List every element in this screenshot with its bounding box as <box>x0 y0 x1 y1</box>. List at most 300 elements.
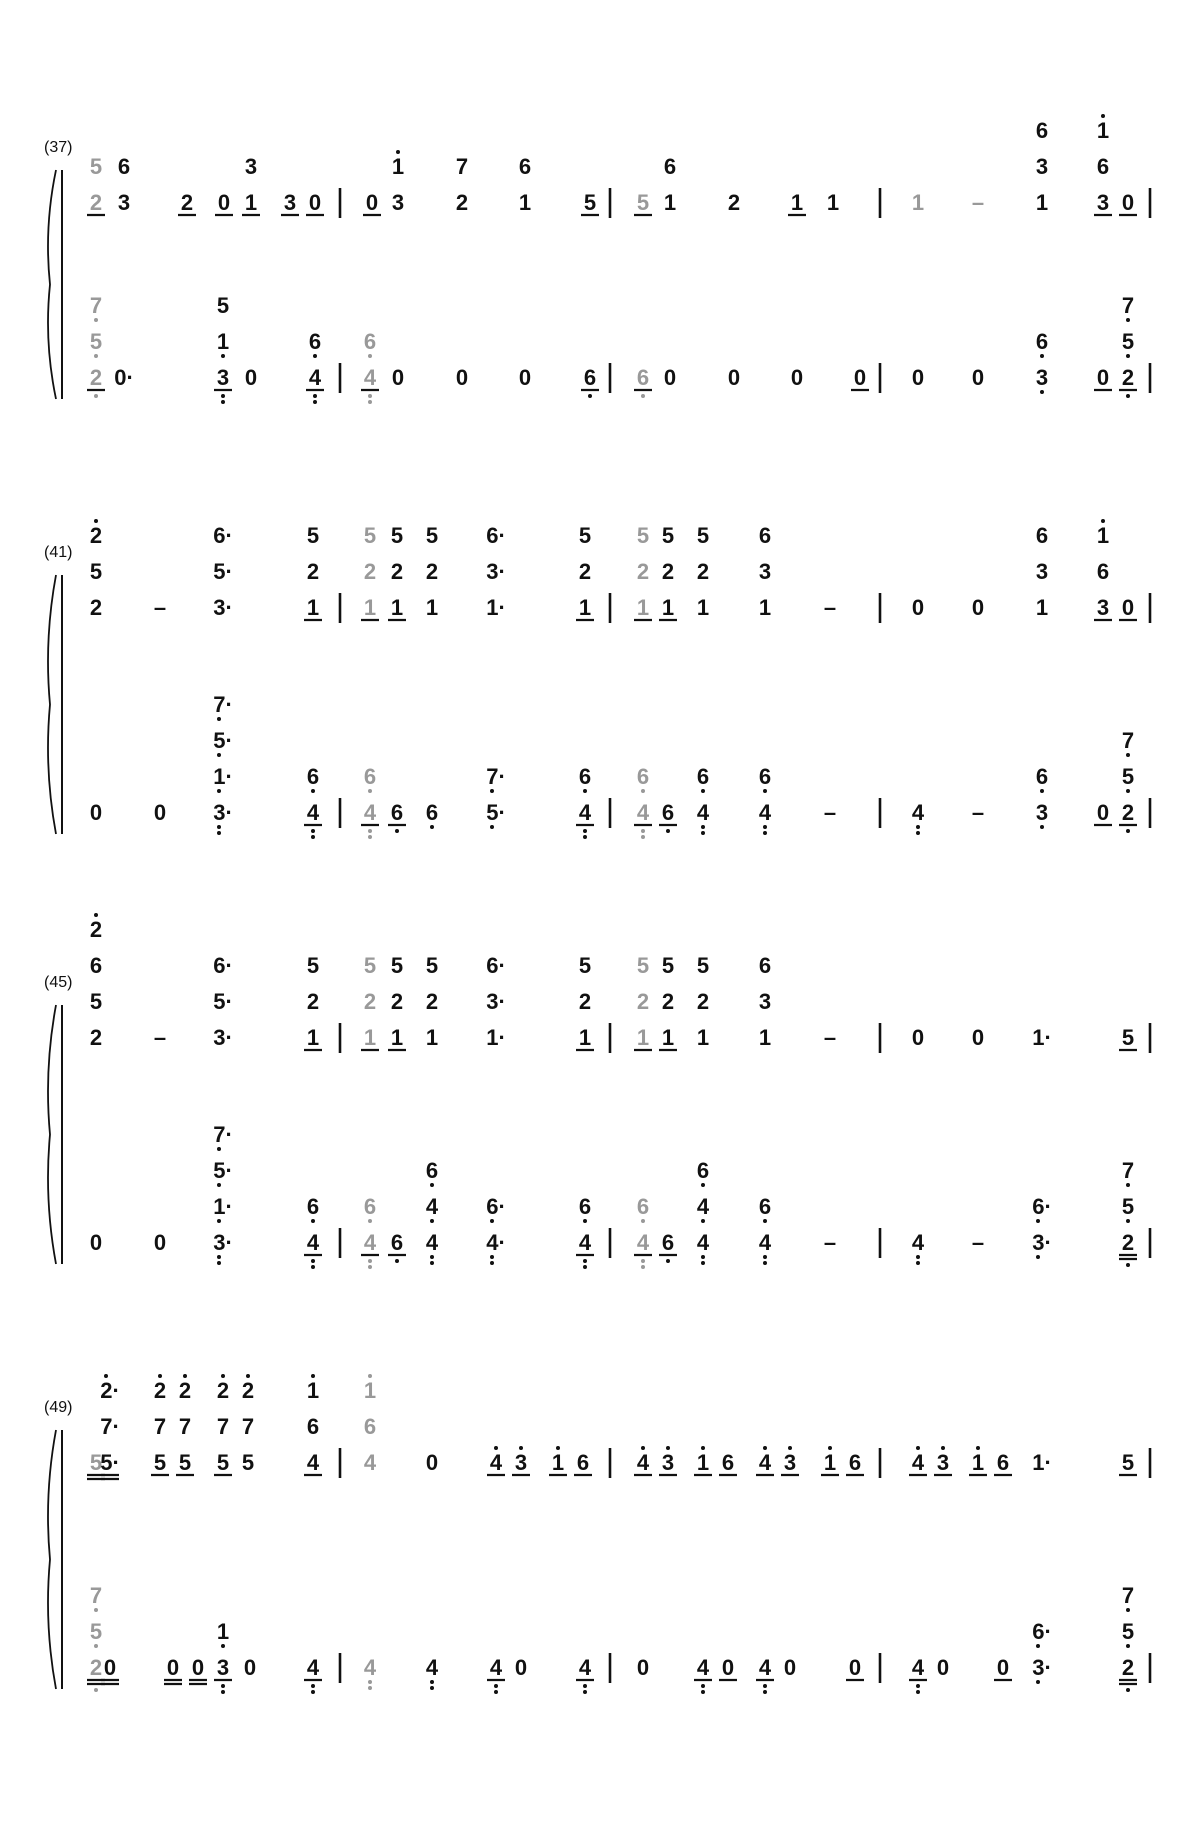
upper-staff-note: 5 <box>178 1450 192 1475</box>
lower-staff-note: 4 <box>911 1655 925 1680</box>
octave-dot-below <box>430 1686 434 1690</box>
upper-staff-note: 6 <box>758 953 772 978</box>
lower-staff-note: 0 <box>936 1655 950 1680</box>
octave-dot-below <box>1040 390 1044 394</box>
octave-dot-below <box>583 1265 587 1269</box>
octave-dot-below <box>490 789 494 793</box>
upper-staff-note: 5· <box>213 559 233 584</box>
upper-staff-note: 1 <box>306 595 320 620</box>
upper-staff-note: 6· <box>213 523 233 548</box>
upper-staff-note: 2 <box>425 989 439 1014</box>
lower-staff-note: 5 <box>89 329 103 354</box>
lower-staff-note: 6 <box>583 365 597 390</box>
upper-staff-note: 5 <box>661 953 675 978</box>
lower-staff-note: – <box>971 1230 985 1255</box>
octave-dot-below <box>311 1265 315 1269</box>
octave-dot-below <box>490 825 494 829</box>
lower-staff-note: 7 <box>1121 1583 1135 1608</box>
octave-dot-below <box>916 825 920 829</box>
upper-staff-note: 6 <box>996 1450 1010 1475</box>
upper-staff-note: 5· <box>100 1450 120 1475</box>
octave-dot-below <box>1126 789 1130 793</box>
octave-dot-below <box>701 1219 705 1223</box>
octave-dot-below <box>217 825 221 829</box>
upper-staff-note: 2 <box>89 1025 103 1050</box>
lower-staff-note: 6 <box>425 800 439 825</box>
lower-staff-note: 6 <box>578 1194 592 1219</box>
octave-dot-below <box>763 1690 767 1694</box>
octave-dot-above <box>1101 114 1105 118</box>
octave-dot-below <box>1126 394 1130 398</box>
upper-staff-note: 2 <box>390 559 404 584</box>
lower-staff-note: 1 <box>216 1619 230 1644</box>
upper-staff-note: 1 <box>696 1025 710 1050</box>
upper-staff-note: 0 <box>425 1450 439 1475</box>
upper-staff-note: 2 <box>241 1378 255 1403</box>
upper-staff-note: 1 <box>1035 190 1049 215</box>
lower-staff-note: 6 <box>308 329 322 354</box>
lower-staff-note: 3 <box>1035 800 1049 825</box>
octave-dot-below <box>641 394 645 398</box>
lower-staff-note: 7 <box>1121 728 1135 753</box>
upper-staff-note: 1 <box>823 1450 837 1475</box>
lower-staff-note: 0 <box>191 1655 205 1680</box>
lower-staff-note: 6 <box>306 1194 320 1219</box>
octave-dot-below <box>217 1219 221 1223</box>
lower-staff-note: 4 <box>911 800 925 825</box>
upper-staff-note: 1 <box>244 190 258 215</box>
octave-dot-below <box>916 1261 920 1265</box>
lower-staff-note: 4 <box>758 1655 772 1680</box>
upper-staff-note: 1 <box>391 154 405 179</box>
upper-staff-note: 6 <box>1096 154 1110 179</box>
lower-staff-note: 4 <box>308 365 322 390</box>
score-system <box>44 519 1150 839</box>
octave-dot-below <box>221 1644 225 1648</box>
upper-staff-note: 6 <box>1035 523 1049 548</box>
octave-dot-above <box>183 1374 187 1378</box>
upper-staff-note: 5 <box>636 523 650 548</box>
lower-staff-note: 0 <box>663 365 677 390</box>
upper-staff-note: 1 <box>390 1025 404 1050</box>
upper-staff-note: 1 <box>390 595 404 620</box>
octave-dot-below <box>1036 1644 1040 1648</box>
upper-staff-note: 1 <box>661 595 675 620</box>
upper-staff-note: 1 <box>363 1025 377 1050</box>
octave-dot-below <box>311 835 315 839</box>
upper-staff-note: 2 <box>636 559 650 584</box>
lower-staff-note: 4 <box>696 1230 710 1255</box>
lower-staff-note: 4· <box>486 1230 506 1255</box>
octave-dot-below <box>430 1219 434 1223</box>
score-systems <box>44 114 1150 1694</box>
upper-staff-note: 2 <box>216 1378 230 1403</box>
upper-staff-note: 5 <box>636 190 650 215</box>
lower-staff-note: 0 <box>790 365 804 390</box>
lower-staff-note: 6 <box>1035 329 1049 354</box>
lower-staff-note: 0· <box>114 365 134 390</box>
upper-staff-note: 1 <box>911 190 925 215</box>
lower-staff-note: 0 <box>911 365 925 390</box>
upper-staff-note: 6 <box>721 1450 735 1475</box>
upper-staff-note: 6 <box>518 154 532 179</box>
lower-staff-note: 2 <box>89 365 103 390</box>
lower-staff-note: 4 <box>696 1655 710 1680</box>
lower-staff-note: 0 <box>848 1655 862 1680</box>
lower-staff-note: 4 <box>636 1230 650 1255</box>
upper-staff-note: 3· <box>213 1025 233 1050</box>
upper-staff-note: 1 <box>363 595 377 620</box>
upper-staff-note: 1 <box>758 595 772 620</box>
upper-staff-note: 3· <box>486 559 506 584</box>
octave-dot-below <box>763 1261 767 1265</box>
upper-staff-note: 0 <box>911 1025 925 1050</box>
score-system <box>44 913 1150 1269</box>
upper-staff-note: 4 <box>911 1450 925 1475</box>
upper-staff-note: 2 <box>363 989 377 1014</box>
upper-staff-note: 4 <box>306 1450 320 1475</box>
lower-staff-note: 2 <box>89 1655 103 1680</box>
upper-staff-note: 0 <box>971 595 985 620</box>
octave-dot-below <box>217 789 221 793</box>
upper-staff-note: – <box>971 190 985 215</box>
octave-dot-below <box>368 1680 372 1684</box>
octave-dot-below <box>701 1684 705 1688</box>
octave-dot-below <box>490 1255 494 1259</box>
lower-staff-note: 5 <box>1121 329 1135 354</box>
upper-staff-note: 4 <box>636 1450 650 1475</box>
octave-dot-below <box>583 1684 587 1688</box>
upper-staff-note: 1 <box>758 1025 772 1050</box>
octave-dot-below <box>221 354 225 358</box>
upper-staff-note: 5 <box>241 1450 255 1475</box>
lower-staff-note: 5 <box>1121 764 1135 789</box>
octave-dot-below <box>217 717 221 721</box>
lower-staff-note: 6 <box>363 764 377 789</box>
lower-staff-note: 5· <box>213 728 233 753</box>
lower-staff-note: 0 <box>153 800 167 825</box>
lower-staff-note: 6 <box>636 764 650 789</box>
octave-dot-below <box>430 1183 434 1187</box>
octave-dot-above <box>763 1446 767 1450</box>
upper-staff-note: 3 <box>1035 559 1049 584</box>
lower-staff-note: 6· <box>486 1194 506 1219</box>
lower-staff-note: 3· <box>213 1230 233 1255</box>
upper-staff-note: 5 <box>216 1450 230 1475</box>
upper-staff-note: 3 <box>514 1450 528 1475</box>
upper-staff-note: 5 <box>1121 1025 1135 1050</box>
upper-staff-note: 6 <box>848 1450 862 1475</box>
octave-dot-below <box>916 1684 920 1688</box>
lower-staff-note: 3· <box>1032 1655 1052 1680</box>
upper-staff-note: 2 <box>661 989 675 1014</box>
upper-staff-note: 6· <box>486 523 506 548</box>
octave-dot-below <box>1036 1219 1040 1223</box>
octave-dot-below <box>763 789 767 793</box>
score-system <box>44 1374 1150 1694</box>
octave-dot-below <box>430 825 434 829</box>
upper-staff-note: 3 <box>283 190 297 215</box>
upper-staff-note: 5 <box>661 523 675 548</box>
upper-staff-note: 1 <box>425 595 439 620</box>
lower-staff-note: 0 <box>727 365 741 390</box>
lower-staff-note: 3 <box>216 365 230 390</box>
upper-staff-note: 3· <box>213 595 233 620</box>
octave-dot-below <box>666 829 670 833</box>
octave-dot-below <box>217 1255 221 1259</box>
lower-staff-note: 7· <box>213 1122 233 1147</box>
upper-staff-note: 4 <box>363 1450 377 1475</box>
lower-staff-note: 7· <box>486 764 506 789</box>
upper-staff-note: 1 <box>636 595 650 620</box>
lower-staff-note: 0 <box>103 1655 117 1680</box>
octave-dot-below <box>916 831 920 835</box>
upper-staff-note: 7 <box>178 1414 192 1439</box>
upper-staff-note: – <box>153 1025 167 1050</box>
octave-dot-below <box>221 400 225 404</box>
octave-dot-below <box>1126 318 1130 322</box>
octave-dot-below <box>583 1690 587 1694</box>
upper-staff-note: 0 <box>971 1025 985 1050</box>
lower-staff-note: 6 <box>578 764 592 789</box>
octave-dot-below <box>217 831 221 835</box>
lower-staff-note: 0 <box>166 1655 180 1680</box>
lower-staff-note: 0 <box>89 800 103 825</box>
upper-staff-note: 5 <box>696 953 710 978</box>
lower-staff-note: 6 <box>306 764 320 789</box>
lower-staff-note: 2 <box>1121 800 1135 825</box>
upper-staff-note: 1· <box>486 595 506 620</box>
upper-staff-note: 1 <box>363 1378 377 1403</box>
upper-staff-note: 6 <box>363 1414 377 1439</box>
octave-dot-below <box>583 1219 587 1223</box>
octave-dot-above <box>916 1446 920 1450</box>
octave-dot-above <box>941 1446 945 1450</box>
octave-dot-below <box>1040 789 1044 793</box>
upper-staff-note: 2 <box>578 989 592 1014</box>
lower-staff-note: 2 <box>1121 1655 1135 1680</box>
lower-staff-note: 4 <box>696 1194 710 1219</box>
lower-staff-note: 0 <box>514 1655 528 1680</box>
upper-staff-note: 2 <box>455 190 469 215</box>
lower-staff-note: 4 <box>578 1230 592 1255</box>
lower-staff-note: 0 <box>391 365 405 390</box>
upper-staff-note: 6 <box>1035 118 1049 143</box>
measure-number: (45) <box>44 974 73 991</box>
octave-dot-above <box>494 1446 498 1450</box>
upper-staff-note: 6· <box>486 953 506 978</box>
lower-staff-note: 4 <box>363 1655 377 1680</box>
octave-dot-below <box>430 1261 434 1265</box>
lower-staff-note: 0 <box>518 365 532 390</box>
lower-staff-note: 6 <box>636 1194 650 1219</box>
octave-dot-below <box>430 1255 434 1259</box>
lower-staff-note: 4 <box>363 800 377 825</box>
lower-staff-note: 6· <box>1032 1194 1052 1219</box>
lower-staff-note: 6 <box>390 800 404 825</box>
octave-dot-below <box>583 789 587 793</box>
upper-staff-note: 2 <box>178 1378 192 1403</box>
octave-dot-below <box>490 1261 494 1265</box>
octave-dot-below <box>1126 753 1130 757</box>
octave-dot-below <box>494 1690 498 1694</box>
upper-staff-note: 5 <box>89 154 103 179</box>
lower-staff-note: 6 <box>636 365 650 390</box>
octave-dot-below <box>311 829 315 833</box>
upper-staff-note: 2 <box>153 1378 167 1403</box>
octave-dot-above <box>158 1374 162 1378</box>
upper-staff-note: 3 <box>661 1450 675 1475</box>
upper-staff-note: 1 <box>696 595 710 620</box>
lower-staff-note: – <box>823 800 837 825</box>
upper-staff-note: 5 <box>583 190 597 215</box>
octave-dot-below <box>916 1690 920 1694</box>
octave-dot-above <box>1101 519 1105 523</box>
lower-staff-note: 4 <box>578 800 592 825</box>
upper-staff-note: 2 <box>180 190 194 215</box>
upper-staff-note: 5 <box>306 523 320 548</box>
upper-staff-note: 2 <box>306 989 320 1014</box>
octave-dot-below <box>1126 1183 1130 1187</box>
lower-staff-note: 0 <box>996 1655 1010 1680</box>
lower-staff-note: 4 <box>636 800 650 825</box>
upper-staff-note: 1 <box>971 1450 985 1475</box>
upper-staff-note: 0 <box>911 595 925 620</box>
lower-staff-note: 6 <box>661 1230 675 1255</box>
upper-staff-note: 5 <box>696 523 710 548</box>
lower-staff-note: 0 <box>153 1230 167 1255</box>
lower-staff-note: 3 <box>1035 365 1049 390</box>
octave-dot-below <box>311 1684 315 1688</box>
lower-staff-note: 5 <box>1121 1619 1135 1644</box>
upper-staff-note: 2 <box>661 559 675 584</box>
upper-staff-note: 0 <box>308 190 322 215</box>
lower-staff-note: 4 <box>911 1230 925 1255</box>
octave-dot-below <box>94 1644 98 1648</box>
octave-dot-below <box>94 1688 98 1692</box>
octave-dot-above <box>666 1446 670 1450</box>
octave-dot-above <box>396 150 400 154</box>
upper-staff-note: 2 <box>390 989 404 1014</box>
brace <box>48 1005 56 1264</box>
lower-staff-note: 6 <box>363 1194 377 1219</box>
octave-dot-below <box>763 1219 767 1223</box>
upper-staff-note: 3 <box>758 989 772 1014</box>
upper-staff-note: 5 <box>578 953 592 978</box>
upper-staff-note: 2 <box>636 989 650 1014</box>
octave-dot-below <box>588 394 592 398</box>
upper-staff-note: 5 <box>89 559 103 584</box>
lower-staff-note: 0 <box>89 1230 103 1255</box>
lower-staff-note: 0 <box>455 365 469 390</box>
upper-staff-note: 2 <box>89 917 103 942</box>
lower-staff-note: 5· <box>213 1158 233 1183</box>
octave-dot-below <box>701 831 705 835</box>
octave-dot-below <box>94 318 98 322</box>
octave-dot-below <box>311 1219 315 1223</box>
octave-dot-above <box>976 1446 980 1450</box>
lower-staff-note: 6 <box>758 1194 772 1219</box>
lower-staff-note: 6 <box>1035 764 1049 789</box>
lower-staff-note: 3· <box>1032 1230 1052 1255</box>
lower-staff-note: 0 <box>971 365 985 390</box>
octave-dot-below <box>313 400 317 404</box>
octave-dot-below <box>368 1686 372 1690</box>
octave-dot-below <box>1126 1219 1130 1223</box>
octave-dot-below <box>916 1255 920 1259</box>
octave-dot-below <box>1036 1255 1040 1259</box>
octave-dot-below <box>763 1255 767 1259</box>
lower-staff-note: 7 <box>1121 1158 1135 1183</box>
upper-staff-note: 5 <box>425 953 439 978</box>
measure-number: (49) <box>44 1399 73 1416</box>
octave-dot-below <box>311 1690 315 1694</box>
upper-staff-note: 1 <box>790 190 804 215</box>
lower-staff-note: 1· <box>213 764 233 789</box>
octave-dot-below <box>583 1259 587 1263</box>
lower-staff-note: 0 <box>783 1655 797 1680</box>
upper-staff-note: 5 <box>578 523 592 548</box>
octave-dot-below <box>313 394 317 398</box>
octave-dot-above <box>701 1446 705 1450</box>
octave-dot-below <box>368 354 372 358</box>
octave-dot-below <box>1126 829 1130 833</box>
octave-dot-below <box>368 829 372 833</box>
upper-staff-note: 7 <box>153 1414 167 1439</box>
octave-dot-below <box>1126 1644 1130 1648</box>
upper-staff-note: 5 <box>363 953 377 978</box>
octave-dot-below <box>94 394 98 398</box>
measure-number: (41) <box>44 544 73 561</box>
upper-staff-note: 1 <box>425 1025 439 1050</box>
lower-staff-note: 4 <box>489 1655 503 1680</box>
upper-staff-note: 0 <box>217 190 231 215</box>
upper-staff-note: 6 <box>663 154 677 179</box>
octave-dot-below <box>221 1690 225 1694</box>
octave-dot-below <box>368 1265 372 1269</box>
lower-staff-note: 6 <box>696 1158 710 1183</box>
upper-staff-note: 1 <box>826 190 840 215</box>
octave-dot-above <box>556 1446 560 1450</box>
lower-staff-note: 6 <box>390 1230 404 1255</box>
upper-staff-note: 5 <box>636 953 650 978</box>
upper-staff-note: 6 <box>576 1450 590 1475</box>
octave-dot-below <box>701 1690 705 1694</box>
upper-staff-note: 7 <box>455 154 469 179</box>
octave-dot-above <box>641 1446 645 1450</box>
upper-staff-note: 5 <box>390 523 404 548</box>
upper-staff-note: 5 <box>153 1450 167 1475</box>
lower-staff-note: 0 <box>1096 800 1110 825</box>
octave-dot-below <box>1040 354 1044 358</box>
upper-staff-note: 1 <box>551 1450 565 1475</box>
upper-staff-note: 3 <box>758 559 772 584</box>
brace <box>48 575 56 834</box>
lower-staff-note: 4 <box>363 365 377 390</box>
upper-staff-note: 0 <box>365 190 379 215</box>
lower-staff-note: 3 <box>216 1655 230 1680</box>
octave-dot-above <box>94 519 98 523</box>
octave-dot-below <box>490 1219 494 1223</box>
octave-dot-below <box>430 1680 434 1684</box>
lower-staff-note: 7 <box>89 1583 103 1608</box>
upper-staff-note: 5 <box>1121 1450 1135 1475</box>
lower-staff-note: 1 <box>216 329 230 354</box>
octave-dot-below <box>368 394 372 398</box>
octave-dot-below <box>368 835 372 839</box>
upper-staff-note: 2 <box>89 595 103 620</box>
lower-staff-note: 5 <box>216 293 230 318</box>
